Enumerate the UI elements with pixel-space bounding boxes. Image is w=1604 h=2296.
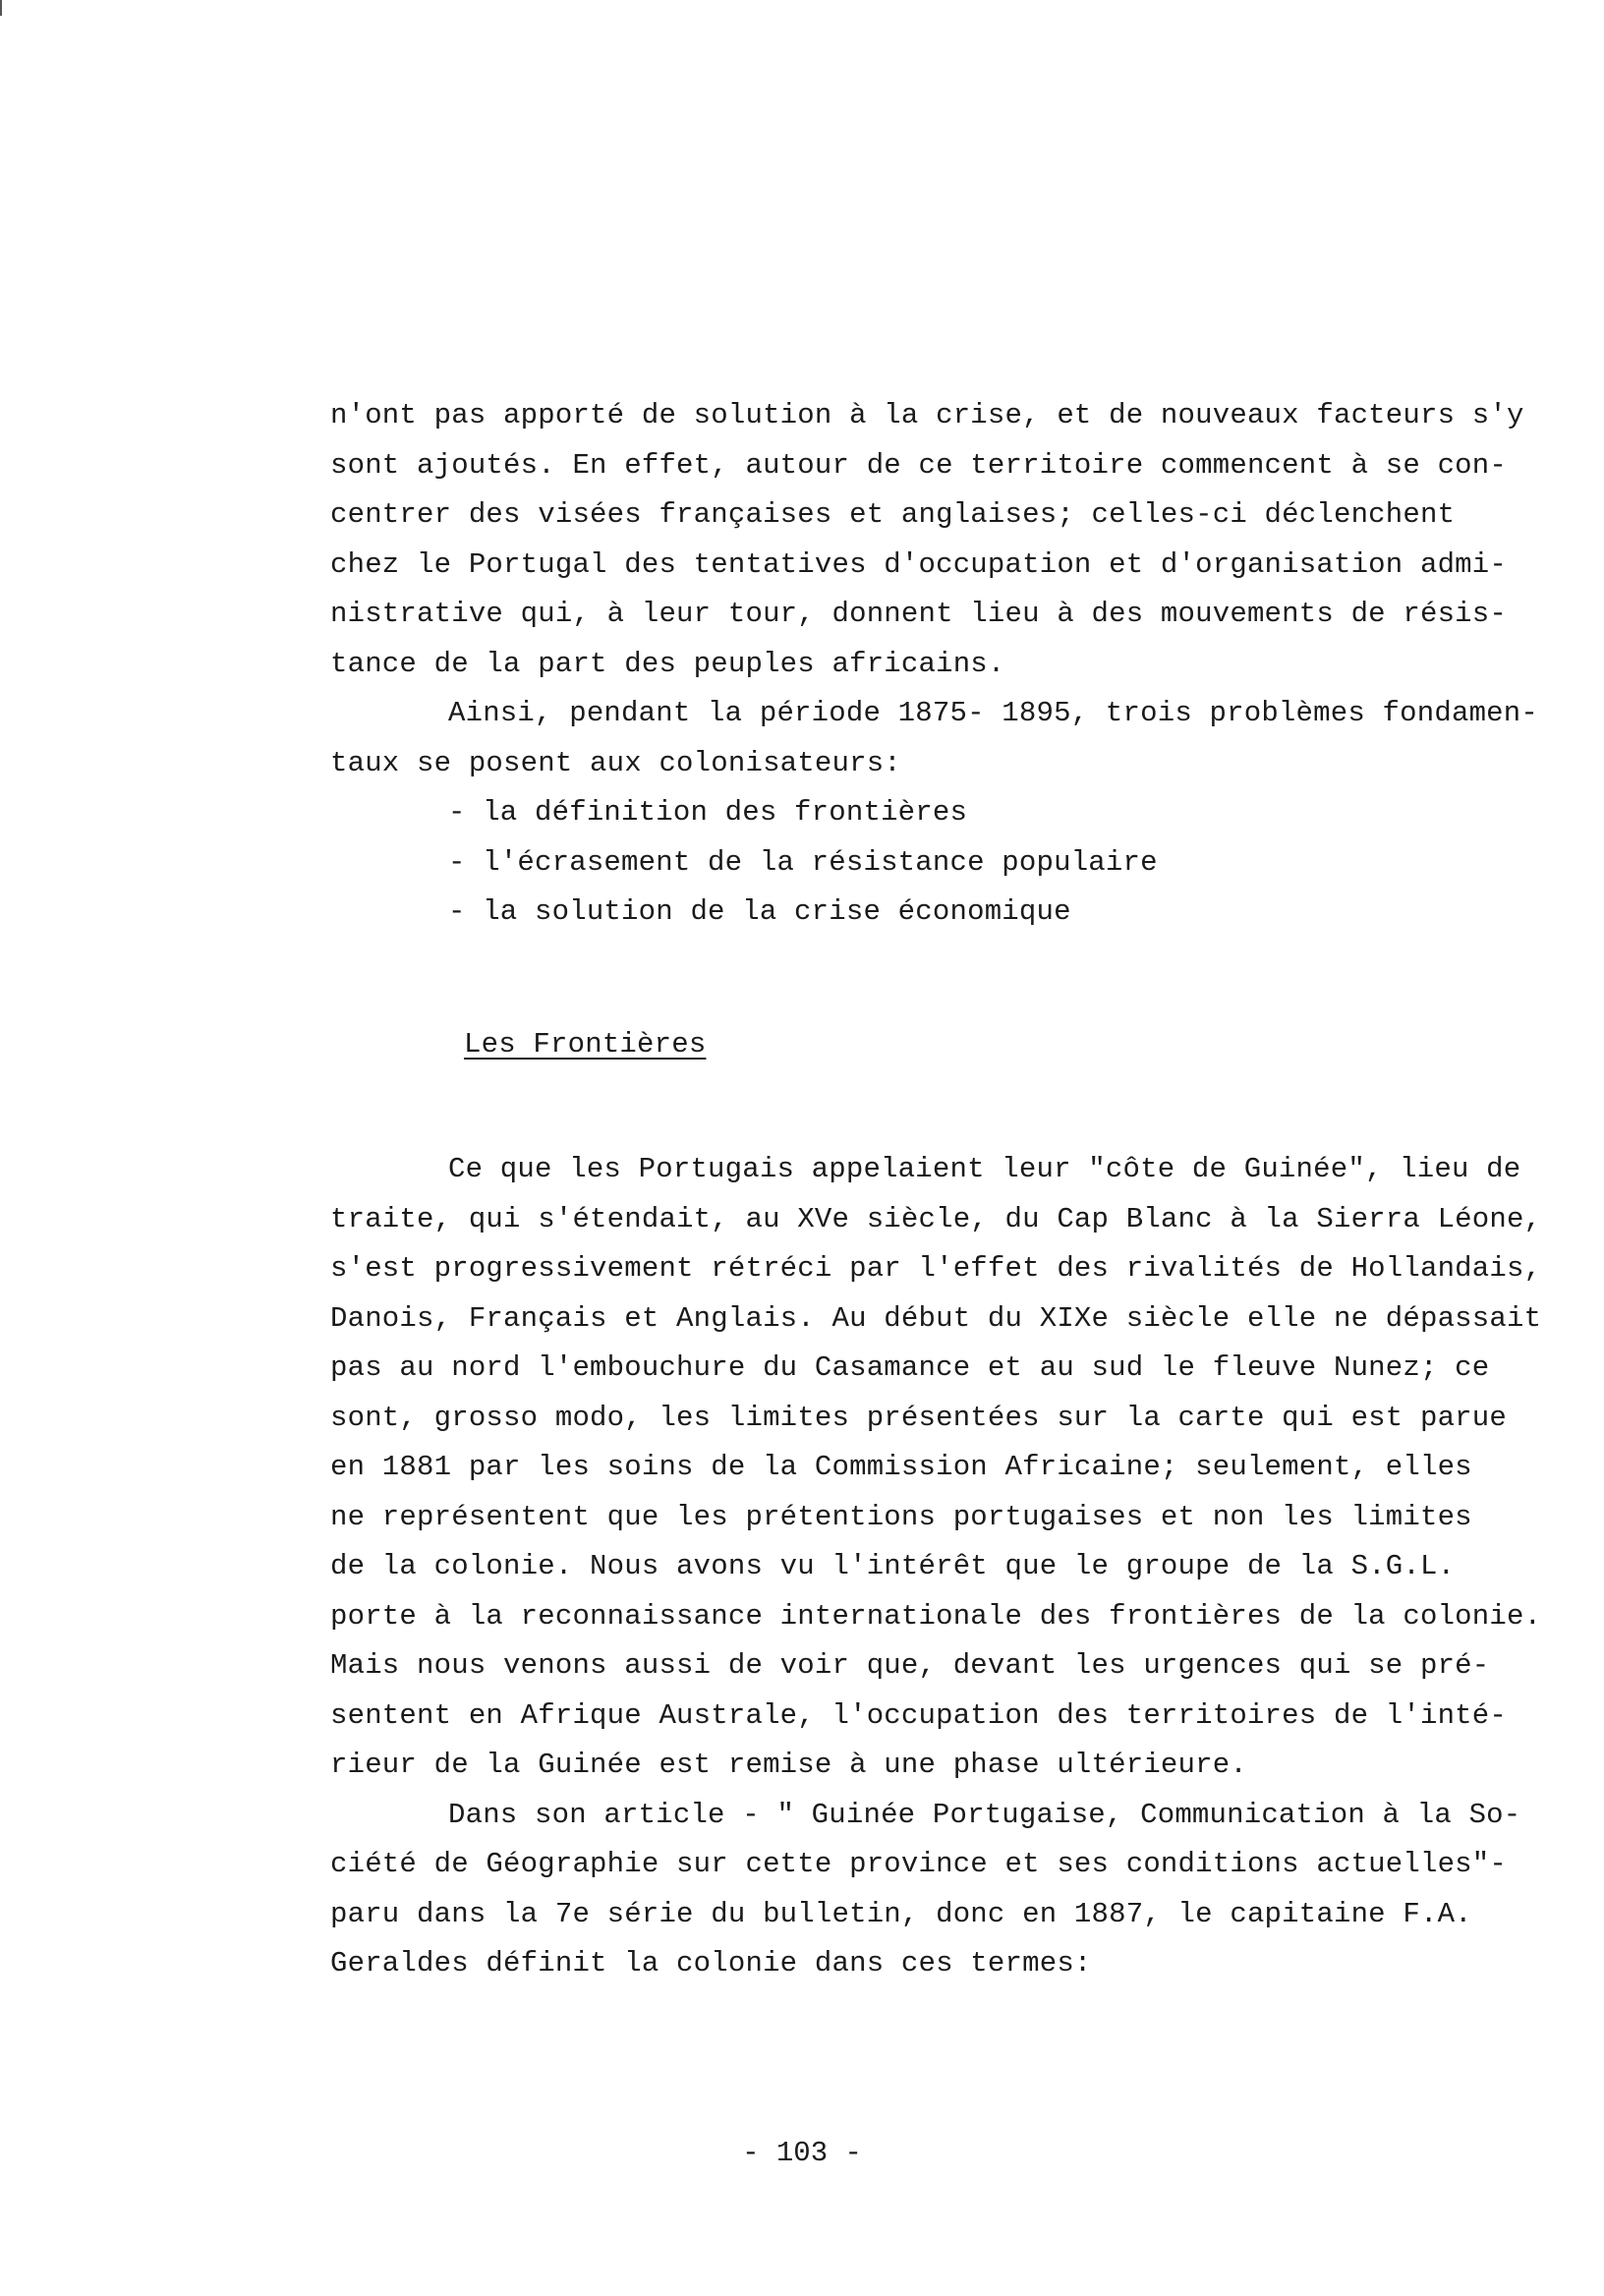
lower-text-block (330, 1145, 1569, 1989)
paragraph-line: taux se posent aux colonisateurs: (330, 746, 901, 779)
paragraph-line: rieur de la Guinée est remise à une phase ultérieure. (330, 1749, 1247, 1781)
paragraph-line: chez le Portugal des tentatives d'occupation et d'organisation admi- (330, 547, 1507, 581)
paragraph-line: paru dans la 7e série du bulletin, donc en 1887, le capitaine F.A. (330, 1897, 1472, 1930)
paragraph-line: ne représentent que les prétentions portugaises et non les limites (330, 1500, 1472, 1533)
list-item: - l'écrasement de la résistance populaire (448, 845, 1158, 879)
section-heading: Les Frontières (464, 1028, 707, 1061)
page-number: - 103 - (742, 2137, 862, 2169)
paragraph-line: Danois, Français et Anglais. Au début du XIXe siècle elle ne dépassait (330, 1301, 1542, 1335)
paragraph-line: pas au nord l'embouchure du Casamance et au sud le fleuve Nunez; ce (330, 1351, 1490, 1384)
upper-text-block (330, 391, 1549, 938)
paragraph-line: n'ont pas apporté de solution à la crise, et de nouveaux facteurs s'y (330, 399, 1524, 431)
paragraph-line: porte à la reconnaissance internationale des frontières de la colonie. (330, 1599, 1542, 1633)
paragraph-line: ciété de Géographie sur cette province et ses conditions actuelles"- (330, 1848, 1507, 1880)
paragraph-line: centrer des visées françaises et anglaises; celles-ci déclenchent (330, 498, 1456, 531)
margin-mark (0, 0, 6, 16)
paragraph-line: traite, qui s'étendait, au XVe siècle, du Cap Blanc à la Sierra Léone, (330, 1202, 1542, 1235)
paragraph-line: sentent en Afrique Australe, l'occupation des territoires de l'inté- (330, 1698, 1507, 1732)
paragraph-line: Geraldes définit la colonie dans ces termes: (330, 1947, 1092, 1980)
paragraph-line: nistrative qui, à leur tour, donnent lieu à des mouvements de résis- (330, 598, 1507, 630)
list-item: - la définition des frontières (448, 796, 968, 829)
paragraph-line: Ainsi, pendant la période 1875- 1895, trois problèmes fondamen- (448, 697, 1538, 729)
paragraph-line: Ce que les Portugais appelaient leur "côte de Guinée", lieu de (448, 1153, 1521, 1185)
paragraph-line: sont, grosso modo, les limites présentées sur la carte qui est parue (330, 1401, 1507, 1434)
paragraph-line: de la colonie. Nous avons vu l'intérêt que le groupe de la S.G.L. (330, 1550, 1456, 1582)
paragraph-line: Dans son article - " Guinée Portugaise, Communication à la So- (448, 1798, 1521, 1831)
paragraph-line: Mais nous venons aussi de voir que, devant les urgences qui se pré- (330, 1649, 1490, 1682)
paragraph-line: en 1881 par les soins de la Commission Africaine; seulement, elles (330, 1451, 1472, 1483)
paragraph-line: sont ajoutés. En effet, autour de ce territoire commencent à se con- (330, 448, 1507, 482)
paragraph-line: s'est progressivement rétréci par l'effet des rivalités de Hollandais, (330, 1252, 1542, 1285)
paragraph-line: tance de la part des peuples africains. (330, 647, 1005, 680)
list-item: - la solution de la crise économique (448, 895, 1071, 928)
